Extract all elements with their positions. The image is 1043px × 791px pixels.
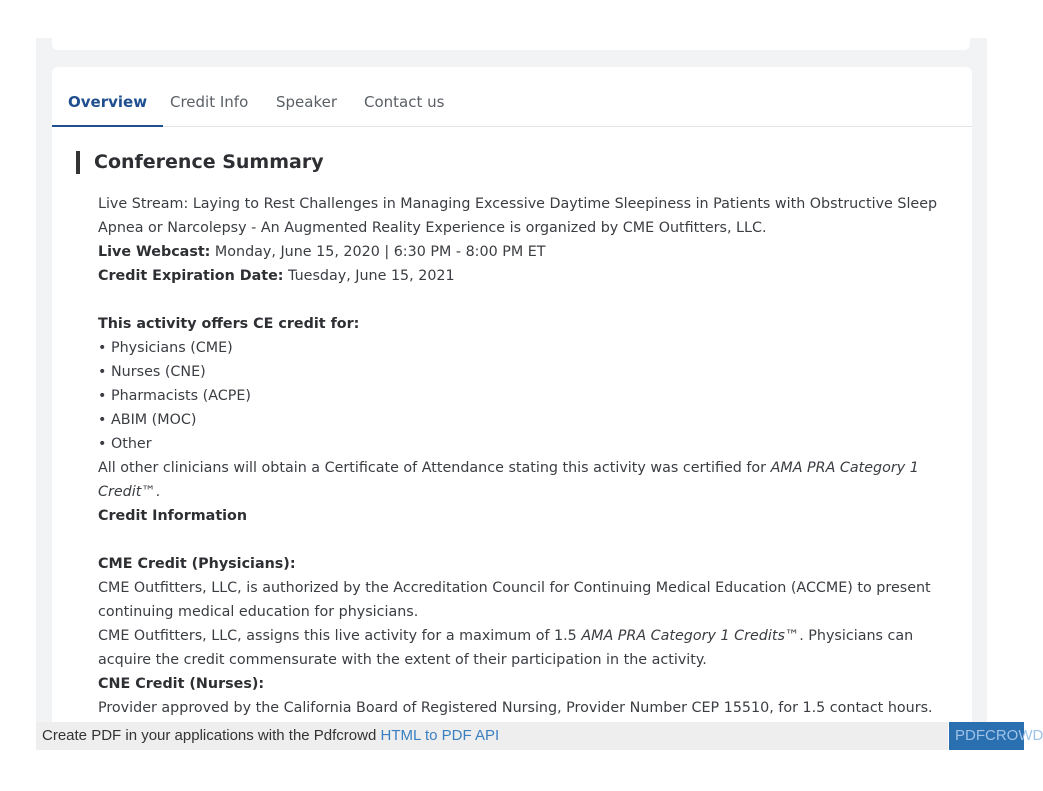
- cne-heading: CNE Credit (Nurses):: [98, 676, 265, 692]
- cne-text: Provider approved by the California Board of Registered Nursing, Provider Number CEP 15510, for 1.5 contact hours.: [98, 700, 933, 716]
- section-title: Conference Summary: [94, 151, 324, 173]
- pdfcrowd-footer: [36, 722, 948, 750]
- conference-card: [52, 67, 972, 727]
- tab-credit-info[interactable]: Credit Info: [170, 93, 249, 111]
- credit-designation: AMA PRA Category 1 Credits™: [581, 628, 800, 644]
- list-item: • Pharmacists (ACPE): [98, 384, 958, 408]
- section-accent-bar: [76, 151, 80, 174]
- cme-heading: CME Credit (Physicians):: [98, 556, 296, 572]
- summary-intro: Live Stream: Laying to Rest Challenges in Managing Excessive Daytime Sleepiness in Patients with Obstructive Sleep Apnea or Narcolepsy - An Augmented Reality Experience is organized by CME Outfitters, LLC.: [98, 196, 938, 236]
- cme-text-1: CME Outfitters, LLC, is authorized by the Accreditation Council for Continuing Medical Education (ACCME) to present continuing medical education for physicians.: [98, 580, 931, 620]
- html-to-pdf-link[interactable]: HTML to PDF API: [380, 727, 500, 744]
- credit-designation: AMA PRA Category 1 Credit™: [98, 460, 919, 500]
- summary-content: [98, 192, 958, 720]
- webcast-line: [98, 240, 958, 264]
- tab-overview[interactable]: Overview: [68, 93, 147, 126]
- tab-speaker[interactable]: Speaker: [276, 93, 338, 111]
- credit-info-heading: Credit Information: [98, 508, 248, 524]
- tab-contact-us[interactable]: Contact us: [364, 93, 445, 111]
- list-item: • Nurses (CNE): [98, 360, 958, 384]
- page-background: [36, 38, 987, 722]
- list-item: • Physicians (CME): [98, 336, 958, 360]
- webcast-value: Monday, June 15, 2020 | 6:30 PM - 8:00 PM ET: [210, 244, 546, 260]
- list-item: • Other: [98, 432, 958, 456]
- list-item: • ABIM (MOC): [98, 408, 958, 432]
- expiration-line: [98, 264, 958, 288]
- previous-card: [52, 38, 970, 50]
- webcast-label: Live Webcast:: [98, 244, 211, 260]
- expiration-value: Tuesday, June 15, 2021: [283, 268, 455, 284]
- tab-bar: [52, 67, 972, 127]
- footer-text: Create PDF in your applications with the Pdfcrowd: [42, 727, 381, 744]
- pdfcrowd-badge[interactable]: PDFCROWD: [949, 722, 1024, 750]
- cme-text-2: CME Outfitters, LLC, assigns this live activity for a maximum of 1.5 AMA PRA Category 1 Credits™. Physicians can acquire the credit commensurate with the extent of their participation in the activity.: [98, 628, 914, 668]
- offers-heading: This activity offers CE credit for:: [98, 316, 360, 332]
- expiration-label: Credit Expiration Date:: [98, 268, 284, 284]
- certificate-line: All other clinicians will obtain a Certificate of Attendance stating this activity was certified for AMA PRA Category 1 Credit™.: [98, 460, 919, 500]
